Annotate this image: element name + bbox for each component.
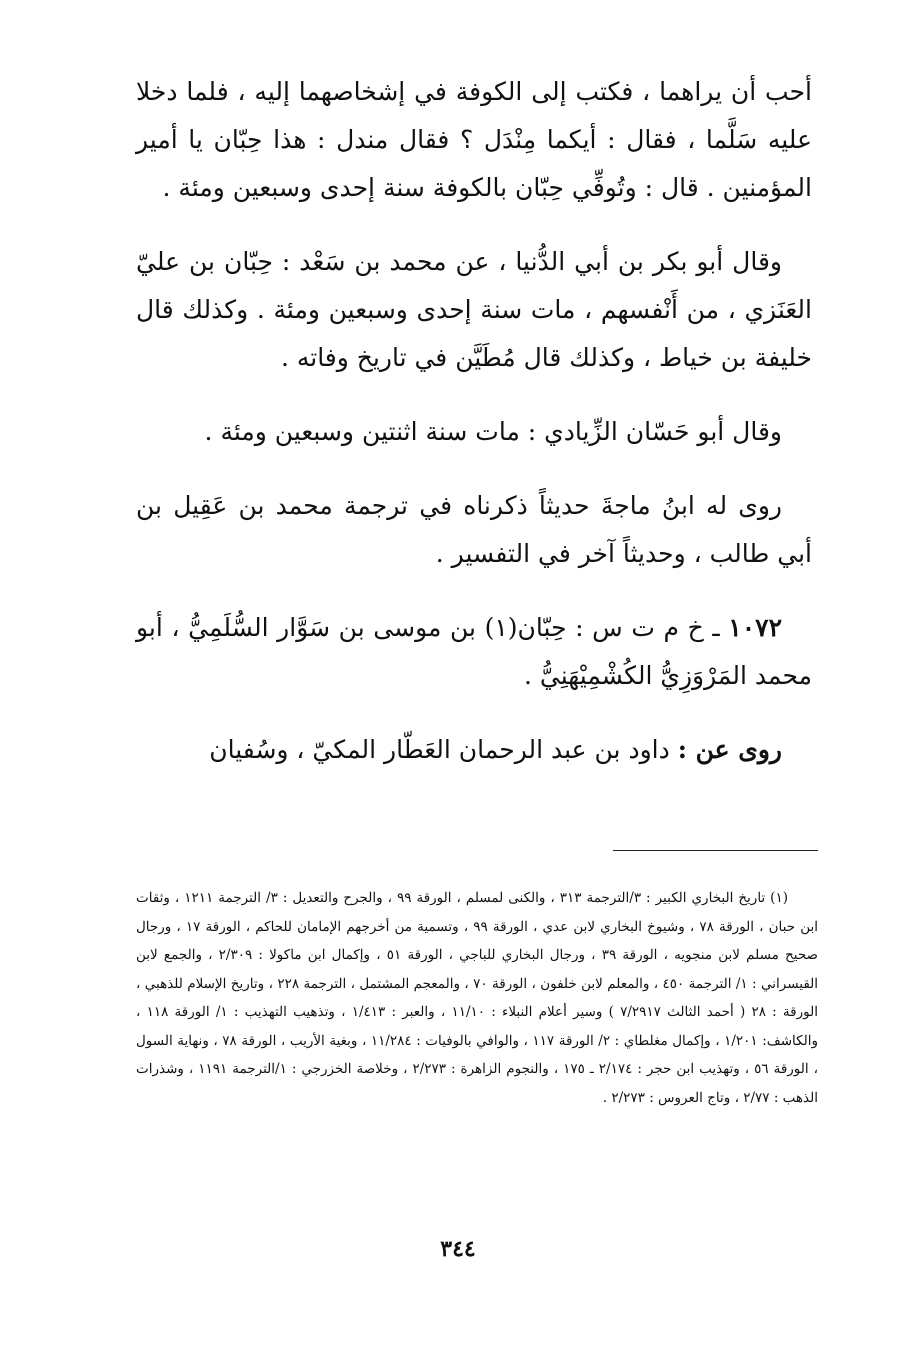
- entry-text: ـ خ م ت س : حِبّان(١) بن موسى بن سَوَّار السُّلَمِيُّ ، أبو محمد المَرْوَزِيُّ الكُشْمِيْهَنِيُّ .: [136, 613, 812, 690]
- footnote-separator: [613, 850, 818, 851]
- entry-heading: [136, 604, 812, 700]
- paragraph-ibn-majah: روى له ابنُ ماجةَ حديثاً ذكرناه في ترجمة محمد بن عَقِيل بن أبي طالب ، وحديثاً آخر في التفسير .: [136, 491, 812, 568]
- paragraph-continuation: أحب أن يراهما ، فكتب إلى الكوفة في إشخاصهما إليه ، فلما دخلا عليه سَلَّما ، فقال : أيكما مِنْدَل ؟ فقال مندل : هذا حِبّان يا أمير المؤمنين . قال : وتُوفِّي حِبّان بالكوفة سنة إحدى وسبعين ومئة .: [136, 77, 812, 202]
- page-number: ٣٤٤: [440, 1236, 476, 1262]
- footnotes: [136, 884, 818, 1112]
- main-text: [136, 68, 812, 800]
- footnote-1: (١) تاريخ البخاري الكبير : ٣/الترجمة ٣١٣ ، والكنى لمسلم ، الورقة ٩٩ ، والجرح والتعديل : ٣/ الترجمة ١٢١١ ، وثقات ابن حبان ، الورقة ٧٨ ، وشيوخ البخاري لابن عدي ، الورقة ٩٩ ، وتسمية من أخرجهم الإمامان للحاكم ، الورقة ١٧ ، ورجال صحيح مسلم لابن منجويه ، الورقة ٣٩ ، ورجال البخاري للباجي ، الورقة ٥١ ، وإكمال ابن ماكولا : ٢/٣٠٩ ، والجمع لابن القيسراني : ١/ الترجمة ٤٥٠ ، والمعلم لابن خلفون ، الورقة ٧٠ ، والمعجم المشتمل ، الترجمة ٢٢٨ ، وتاريخ الإسلام للذهبي ، الورقة : ٢٨ ( أحمد الثالث ٧/٢٩١٧ ) وسير أعلام النبلاء : ١١/١٠ ، والعبر : ١/٤١٣ ، وتذهيب التهذيب : ١/ الورقة ١١٨ ، والكاشف: ١/٢٠١ ، وإكمال مغلطاي : ٢/ الورقة ١١٧ ، والوافي بالوفيات : ١١/٢٨٤ ، وبغية الأريب ، الورقة ٧٨ ، ونهاية السول ، الورقة ٥٦ ، وتهذيب ابن حجر : ٢/١٧٤ ـ ١٧٥ ، والنجوم الزاهرة : ٢/٢٧٣ ، وخلاصة الخزرجي : ١/الترجمة ١١٩١ ، وشذرات الذهب : ٢/٧٧ ، وتاج العروس : ٢/٢٧٣ .: [136, 890, 819, 1106]
- riwaya-text: داود بن عبد الرحمان العَطّار المكيّ ، وسُفيان: [209, 735, 670, 764]
- riwaya-label: روى عن :: [677, 735, 782, 764]
- paragraph-ziyadi: وقال أبو حَسّان الزِّيادي : مات سنة اثنتين وسبعين ومئة .: [204, 417, 782, 446]
- entry-number: ١٠٧٢: [728, 613, 782, 642]
- paragraph-ibn-abi-dunya: وقال أبو بكر بن أبي الدُّنيا ، عن محمد بن سَعْد : حِبّان بن عليّ العَنَزي ، من أَنْفسهم ، مات سنة إحدى وسبعين ومئة . وكذلك قال خليفة بن خياط ، وكذلك قال مُطَيَّن في تاريخ وفاته .: [136, 247, 812, 372]
- riwaya-line: [136, 726, 812, 774]
